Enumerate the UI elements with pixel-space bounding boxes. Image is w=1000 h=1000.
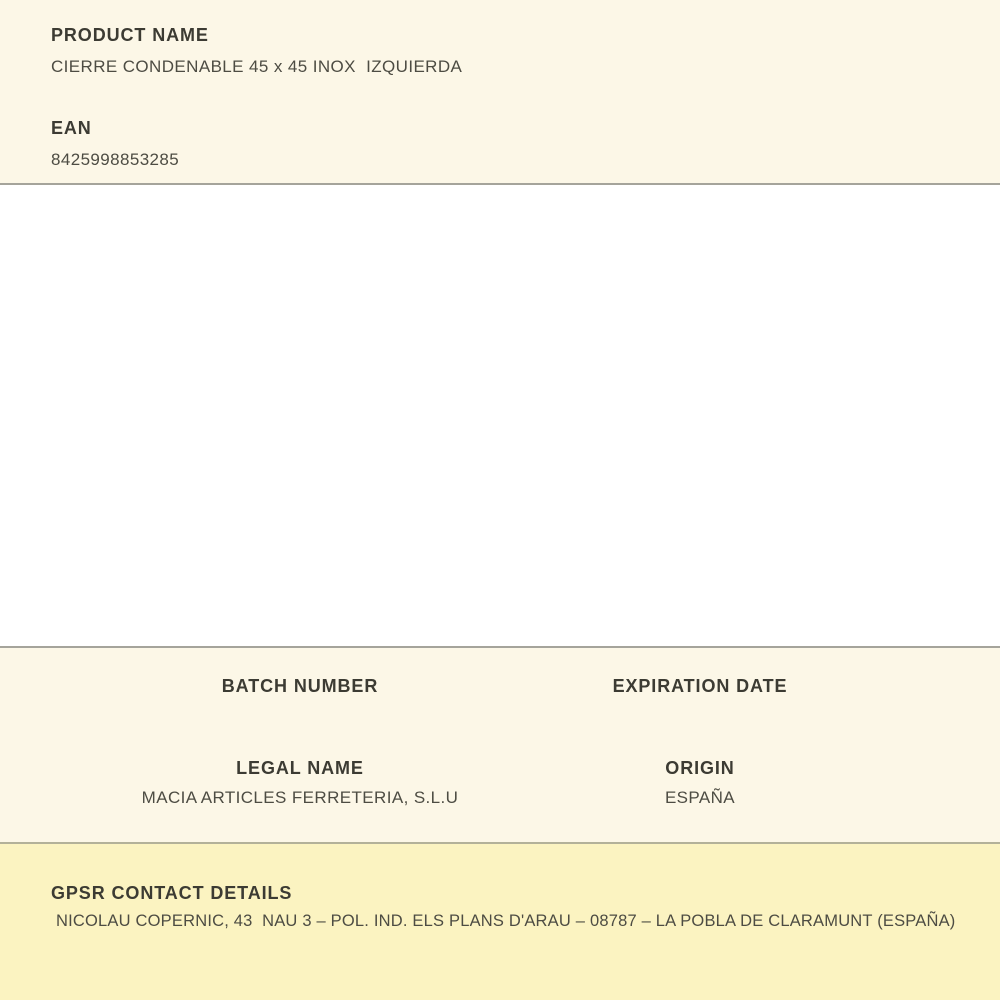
legal-name-cell	[100, 758, 500, 808]
origin-cell	[500, 758, 900, 808]
ean-value: 8425998853285	[51, 150, 180, 169]
batch-number-label: BATCH NUMBER	[221, 676, 379, 696]
product-image-area	[0, 185, 1000, 648]
expiration-date-cell	[500, 676, 900, 697]
legal-name-label: LEGAL NAME	[236, 758, 364, 778]
batch-number-cell	[100, 676, 500, 697]
expiration-date-label: EXPIRATION DATE	[612, 676, 788, 696]
ean-block	[51, 118, 949, 170]
origin-value: ESPAÑA	[664, 788, 736, 807]
details-row-legal-origin	[100, 758, 900, 808]
gpsr-contact-title: GPSR CONTACT DETAILS	[51, 883, 293, 903]
details-row-batch-expiration	[100, 676, 900, 697]
gpsr-contact-section	[0, 844, 1000, 1000]
legal-name-value: MACIA ARTICLES FERRETERIA, S.L.U	[141, 788, 459, 807]
gpsr-contact-address: NICOLAU COPERNIC, 43 NAU 3 – POL. IND. ELS PLANS D'ARAU – 08787 – LA POBLA DE CLARAMUNT (ESPAÑA)	[56, 912, 956, 930]
ean-label: EAN	[51, 118, 92, 138]
product-name-value: CIERRE CONDENABLE 45 x 45 INOX IZQUIERDA	[51, 57, 463, 76]
product-name-label: PRODUCT NAME	[51, 25, 209, 45]
product-header-section	[0, 0, 1000, 185]
details-section	[0, 648, 1000, 844]
origin-label: ORIGIN	[665, 758, 735, 778]
